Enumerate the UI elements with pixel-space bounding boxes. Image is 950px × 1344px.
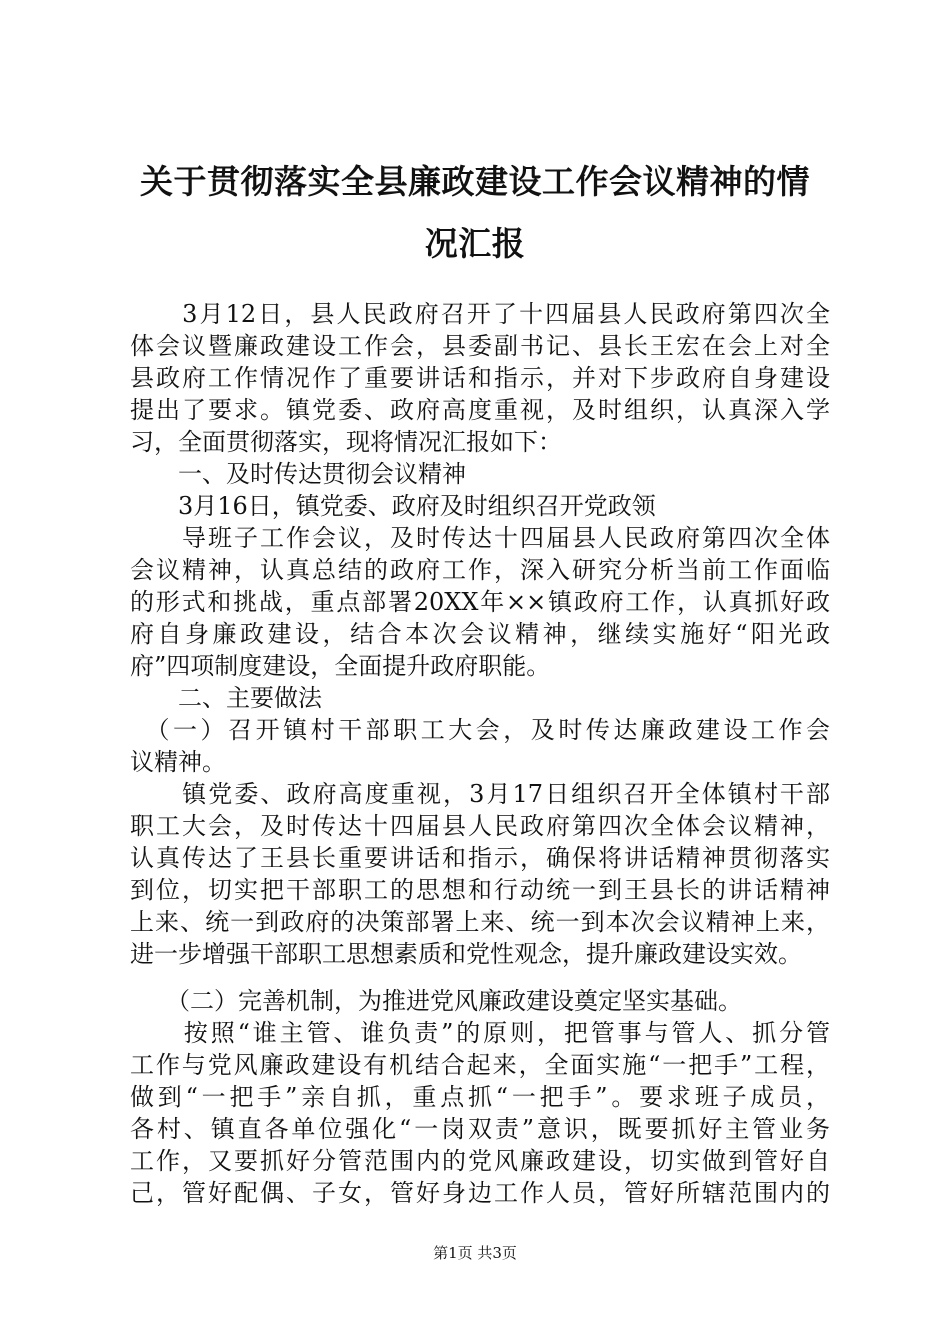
document-title-line-1: 关于贯彻落实全县廉政建设工作会议精神的情 <box>140 162 810 201</box>
body-line: 己，管好配偶、子女，管好身边工作人员，管好所辖范围内的 <box>130 1179 830 1207</box>
body-line: 工作，又要抓好分管范围内的党风廉政建设，切实做到管好自 <box>130 1147 830 1175</box>
page-footer: 第1页 共3页 <box>433 1244 517 1262</box>
body-line: 3月12日，县人民政府召开了十四届县人民政府第四次全 <box>130 300 830 328</box>
body-line: 县政府工作情况作了重要讲话和指示，并对下步政府自身建设 <box>130 364 830 392</box>
body-line: 上来、统一到政府的决策部署上来、统一到本次会议精神上来， <box>130 908 830 936</box>
body-line: 府”四项制度建设，全面提升政府职能。 <box>130 652 551 680</box>
body-line: 做到“一把手”亲自抓，重点抓“一把手”。要求班子成员， <box>130 1083 830 1111</box>
body-line: 职工大会，及时传达十四届县人民政府第四次全体会议精神， <box>130 812 830 840</box>
body-line: 到位，切实把干部职工的思想和行动统一到王县长的讲话精神 <box>130 876 830 904</box>
body-line: 工作与党风廉政建设有机结合起来，全面实施“一把手”工程， <box>130 1051 830 1079</box>
body-line: 镇党委、政府高度重视，3月17日组织召开全体镇村干部 <box>130 780 830 808</box>
body-line: 认真传达了王县长重要讲话和指示，确保将讲话精神贯彻落实 <box>130 844 830 872</box>
document-title-line-2: 况汇报 <box>424 224 526 263</box>
body-line: 按照“谁主管、谁负责”的原则，把管事与管人、抓分管 <box>130 1019 830 1047</box>
subsection-heading: （一）召开镇村干部职工大会，及时传达廉政建设工作会 <box>130 716 830 744</box>
body-line: 各村、镇直各单位强化“一岗双责”意识，既要抓好主管业务 <box>130 1115 830 1143</box>
body-line: 进一步增强干部职工思想素质和党性观念，提升廉政建设实效。 <box>130 940 802 968</box>
body-line: 体会议暨廉政建设工作会，县委副书记、县长王宏在会上对全 <box>130 332 830 360</box>
subsection-heading: （二）完善机制，为推进党风廉政建设奠定坚实基础。 <box>130 987 742 1015</box>
body-line: 提出了要求。镇党委、政府高度重视，及时组织，认真深入学 <box>130 396 830 424</box>
body-line: 习，全面贯彻落实，现将情况汇报如下： <box>130 428 562 456</box>
body-line: 的形式和挑战，重点部署20XX年××镇政府工作，认真抓好政 <box>130 588 830 616</box>
body-line: 导班子工作会议，及时传达十四届县人民政府第四次全体 <box>130 524 830 552</box>
section-heading: 一、及时传达贯彻会议精神 <box>130 460 466 488</box>
body-line: 3月16日，镇党委、政府及时组织召开党政领 <box>130 492 656 520</box>
subsection-heading-cont: 议精神。 <box>130 748 226 776</box>
body-line: 府自身廉政建设，结合本次会议精神，继续实施好“阳光政 <box>130 620 830 648</box>
body-line: 会议精神，认真总结的政府工作，深入研究分析当前工作面临 <box>130 556 830 584</box>
section-heading: 二、主要做法 <box>130 684 322 712</box>
